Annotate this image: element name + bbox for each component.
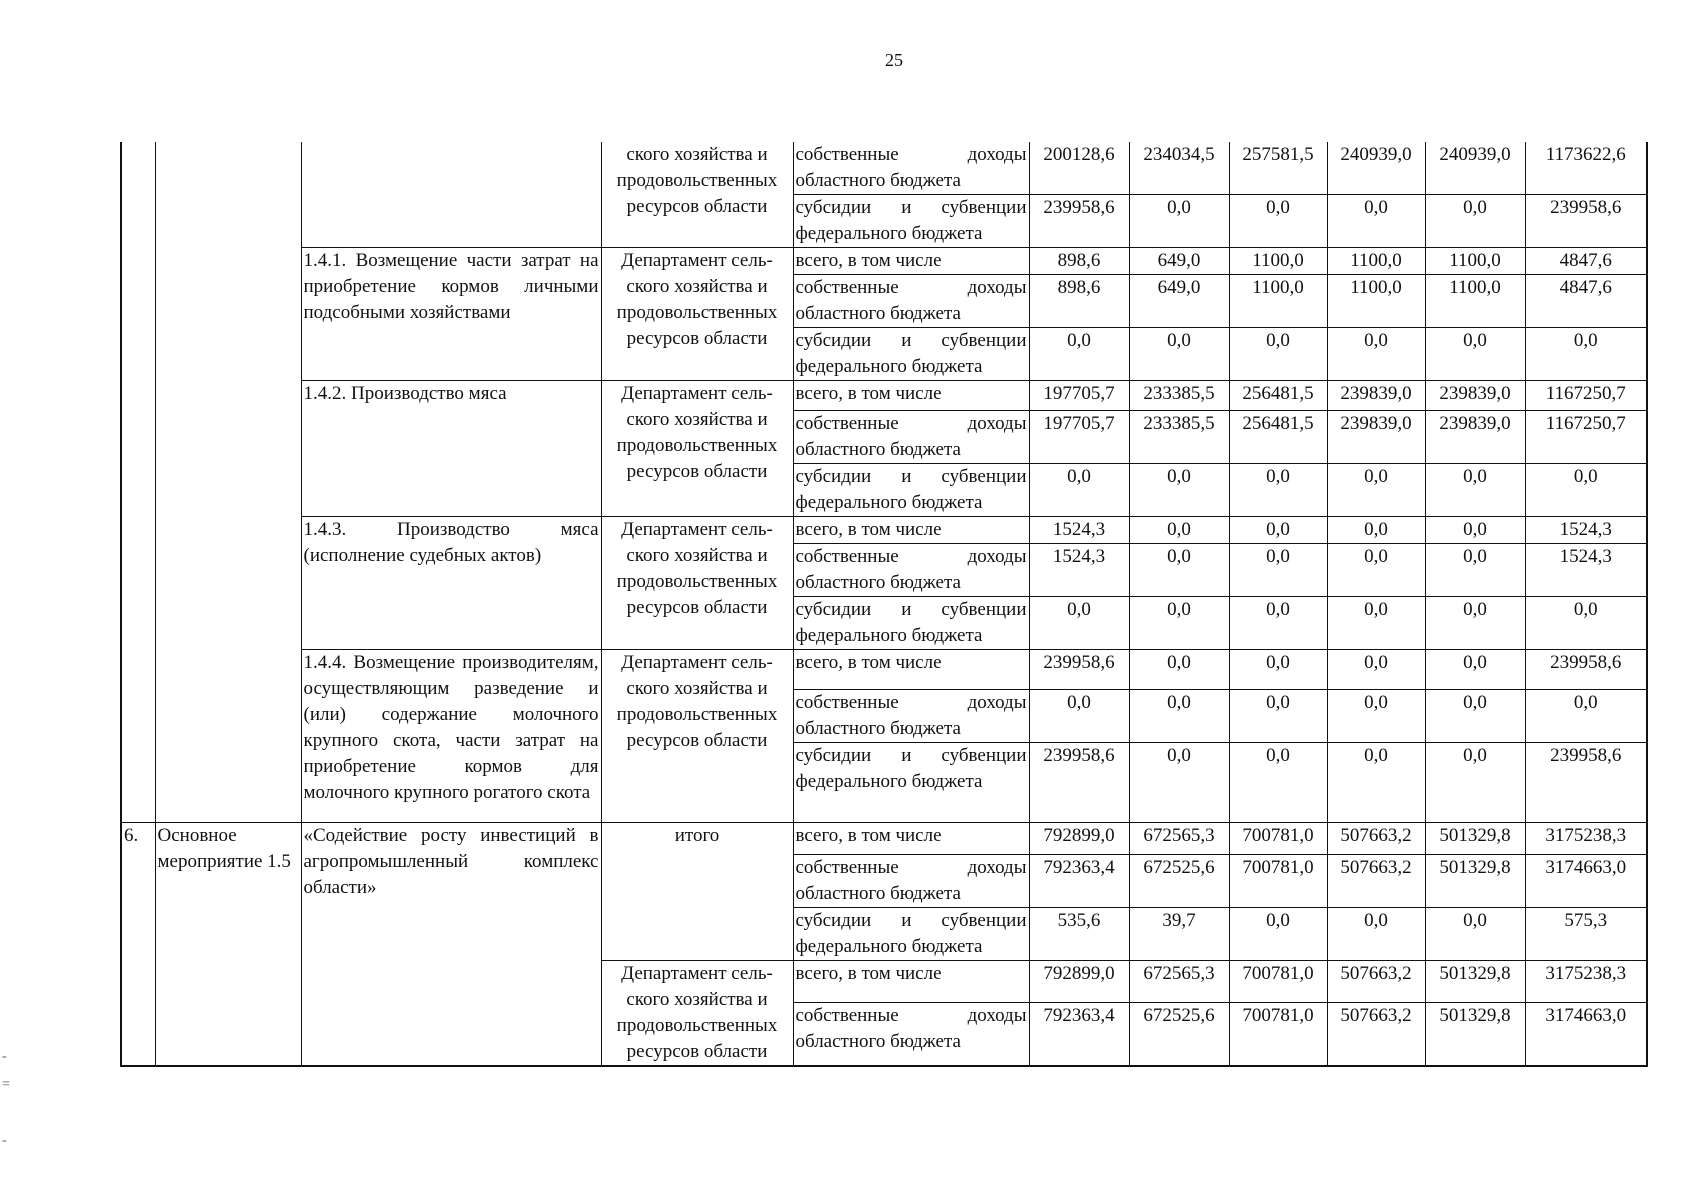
source-cell: субсидии и субвенции федерального бюджета: [793, 597, 1029, 650]
value-cell: 1100,0: [1229, 248, 1327, 275]
measure-name: 1.4.1. Возмещение части затрат на приобретение кормов личными подсобными хозяйствами: [301, 248, 601, 381]
value-cell: 0,0: [1129, 597, 1229, 650]
value-cell: 0,0: [1129, 195, 1229, 248]
value-cell: 0,0: [1129, 464, 1229, 517]
value-cell: 239958,6: [1525, 195, 1647, 248]
value-cell: 501329,8: [1425, 1003, 1525, 1066]
source-cell: собственные доходы областного бюджета: [793, 411, 1029, 464]
value-cell: 0,0: [1029, 328, 1129, 381]
source-cell: собственные доходы областного бюджета: [793, 1003, 1029, 1066]
value-cell: 3174663,0: [1525, 1003, 1647, 1066]
value-cell: 0,0: [1525, 464, 1647, 517]
value-cell: 1100,0: [1425, 248, 1525, 275]
value-cell: 672525,6: [1129, 855, 1229, 908]
value-cell: 1524,3: [1525, 517, 1647, 544]
value-cell: 0,0: [1327, 650, 1425, 690]
value-cell: 0,0: [1425, 908, 1525, 961]
value-cell: 1524,3: [1029, 517, 1129, 544]
source-cell: субсидии и субвенции федерального бюджета: [793, 195, 1029, 248]
value-cell: 0,0: [1229, 195, 1327, 248]
value-cell: 0,0: [1425, 195, 1525, 248]
value-cell: 3175238,3: [1525, 823, 1647, 855]
value-cell: 4847,6: [1525, 275, 1647, 328]
executor-cell: Департамент сель- ского хозяйства и продовольственных ресурсов области: [601, 381, 793, 517]
value-cell: 0,0: [1229, 743, 1327, 823]
source-cell: собственные доходы областного бюджета: [793, 544, 1029, 597]
value-cell: 0,0: [1129, 650, 1229, 690]
value-cell: 672565,3: [1129, 823, 1229, 855]
table-row: [121, 823, 1647, 855]
table-row: [121, 650, 1647, 690]
value-cell: 240939,0: [1425, 142, 1525, 195]
value-cell: 0,0: [1525, 597, 1647, 650]
value-cell: 239958,6: [1029, 650, 1129, 690]
value-cell: 256481,5: [1229, 381, 1327, 411]
value-cell: 0,0: [1327, 464, 1425, 517]
measure-name: 1.4.3. Производство мяса (исполнение судебных актов): [301, 517, 601, 650]
value-cell: 197705,7: [1029, 411, 1129, 464]
measure-name: 1.4.4. Возмещение производителям, осуществляющим разведение и (или) содержание молочного крупного скота, части затрат на приобретение кормов для молочного крупного рогатого скота: [301, 650, 601, 823]
value-cell: 0,0: [1327, 328, 1425, 381]
table-row: [121, 517, 1647, 544]
executor-cell: ского хозяйства и продовольственных ресурсов области: [601, 142, 793, 248]
value-cell: 239839,0: [1425, 381, 1525, 411]
value-cell: 792363,4: [1029, 855, 1129, 908]
executor-cell: Департамент сель- ского хозяйства и продовольственных ресурсов области: [601, 961, 793, 1067]
value-cell: 1524,3: [1029, 544, 1129, 597]
value-cell: 239839,0: [1327, 381, 1425, 411]
value-cell: 898,6: [1029, 275, 1129, 328]
source-cell: субсидии и субвенции федерального бюджета: [793, 464, 1029, 517]
source-cell: собственные доходы областного бюджета: [793, 275, 1029, 328]
value-cell: 0,0: [1129, 517, 1229, 544]
executor-cell: итого: [601, 823, 793, 961]
value-cell: 0,0: [1229, 464, 1327, 517]
source-cell: всего, в том числе: [793, 517, 1029, 544]
value-cell: 3174663,0: [1525, 855, 1647, 908]
value-cell: 700781,0: [1229, 823, 1327, 855]
value-cell: 0,0: [1425, 517, 1525, 544]
value-cell: 0,0: [1229, 690, 1327, 743]
value-cell: 0,0: [1327, 743, 1425, 823]
value-cell: 1100,0: [1327, 275, 1425, 328]
value-cell: 0,0: [1229, 650, 1327, 690]
value-cell: 672565,3: [1129, 961, 1229, 1003]
value-cell: 0,0: [1327, 195, 1425, 248]
value-cell: 0,0: [1029, 690, 1129, 743]
table-row: [121, 142, 1647, 195]
value-cell: 507663,2: [1327, 961, 1425, 1003]
value-cell: 0,0: [1029, 597, 1129, 650]
value-cell: 0,0: [1229, 908, 1327, 961]
item-kind: Основное мероприятие 1.5: [155, 823, 301, 1067]
value-cell: 3175238,3: [1525, 961, 1647, 1003]
value-cell: 239958,6: [1029, 195, 1129, 248]
table-row: [121, 248, 1647, 275]
value-cell: 0,0: [1327, 544, 1425, 597]
value-cell: 507663,2: [1327, 1003, 1425, 1066]
value-cell: 0,0: [1425, 544, 1525, 597]
value-cell: 257581,5: [1229, 142, 1327, 195]
value-cell: 0,0: [1229, 597, 1327, 650]
value-cell: 672525,6: [1129, 1003, 1229, 1066]
value-cell: 0,0: [1129, 690, 1229, 743]
kind-col-cont: [155, 142, 301, 823]
item-number: 6.: [121, 823, 155, 1067]
value-cell: 233385,5: [1129, 381, 1229, 411]
value-cell: 0,0: [1327, 690, 1425, 743]
source-cell: собственные доходы областного бюджета: [793, 690, 1029, 743]
value-cell: 0,0: [1525, 328, 1647, 381]
source-cell: всего, в том числе: [793, 248, 1029, 275]
value-cell: 1100,0: [1425, 275, 1525, 328]
value-cell: 0,0: [1029, 464, 1129, 517]
value-cell: 239839,0: [1327, 411, 1425, 464]
value-cell: 0,0: [1327, 908, 1425, 961]
value-cell: 792899,0: [1029, 823, 1129, 855]
executor-cell: Департамент сель- ского хозяйства и продовольственных ресурсов области: [601, 248, 793, 381]
value-cell: 898,6: [1029, 248, 1129, 275]
value-cell: 501329,8: [1425, 823, 1525, 855]
value-cell: 0,0: [1229, 544, 1327, 597]
value-cell: 575,3: [1525, 908, 1647, 961]
page-number: 25: [885, 50, 903, 70]
value-cell: 0,0: [1425, 597, 1525, 650]
source-cell: субсидии и субвенции федерального бюджета: [793, 328, 1029, 381]
value-cell: 234034,5: [1129, 142, 1229, 195]
value-cell: 0,0: [1229, 517, 1327, 544]
value-cell: 239958,6: [1029, 743, 1129, 823]
value-cell: 792899,0: [1029, 961, 1129, 1003]
value-cell: 1167250,7: [1525, 411, 1647, 464]
value-cell: 649,0: [1129, 248, 1229, 275]
value-cell: 233385,5: [1129, 411, 1229, 464]
value-cell: 700781,0: [1229, 855, 1327, 908]
value-cell: 0,0: [1129, 544, 1229, 597]
value-cell: 239958,6: [1525, 650, 1647, 690]
executor-cell: Департамент сель- ского хозяйства и продовольственных ресурсов области: [601, 517, 793, 650]
margin-marks: - = -: [2, 1049, 10, 1148]
value-cell: 501329,8: [1425, 855, 1525, 908]
value-cell: 1167250,7: [1525, 381, 1647, 411]
value-cell: 256481,5: [1229, 411, 1327, 464]
value-cell: 240939,0: [1327, 142, 1425, 195]
budget-table: [120, 142, 1648, 1067]
value-cell: 0,0: [1425, 328, 1525, 381]
value-cell: 39,7: [1129, 908, 1229, 961]
source-cell: собственные доходы областного бюджета: [793, 142, 1029, 195]
source-cell: всего, в том числе: [793, 650, 1029, 690]
value-cell: 1100,0: [1229, 275, 1327, 328]
value-cell: 197705,7: [1029, 381, 1129, 411]
value-cell: 200128,6: [1029, 142, 1129, 195]
value-cell: 792363,4: [1029, 1003, 1129, 1066]
num-col-cont: [121, 142, 155, 823]
source-cell: собственные доходы областного бюджета: [793, 855, 1029, 908]
source-cell: всего, в том числе: [793, 823, 1029, 855]
value-cell: 0,0: [1425, 650, 1525, 690]
value-cell: 1100,0: [1327, 248, 1425, 275]
value-cell: 700781,0: [1229, 961, 1327, 1003]
value-cell: 0,0: [1129, 328, 1229, 381]
name-col-cont: [301, 142, 601, 248]
value-cell: 0,0: [1425, 743, 1525, 823]
value-cell: 0,0: [1327, 517, 1425, 544]
value-cell: 1524,3: [1525, 544, 1647, 597]
table-row: [121, 381, 1647, 411]
value-cell: 649,0: [1129, 275, 1229, 328]
source-cell: субсидии и субвенции федерального бюджета: [793, 743, 1029, 823]
value-cell: 0,0: [1129, 743, 1229, 823]
value-cell: 0,0: [1425, 464, 1525, 517]
value-cell: 0,0: [1229, 328, 1327, 381]
value-cell: 1173622,6: [1525, 142, 1647, 195]
value-cell: 0,0: [1525, 690, 1647, 743]
executor-cell: Департамент сель- ского хозяйства и продовольственных ресурсов области: [601, 650, 793, 823]
source-cell: субсидии и субвенции федерального бюджета: [793, 908, 1029, 961]
measure-name: 1.4.2. Производство мяса: [301, 381, 601, 517]
value-cell: 239958,6: [1525, 743, 1647, 823]
value-cell: 4847,6: [1525, 248, 1647, 275]
value-cell: 507663,2: [1327, 855, 1425, 908]
value-cell: 700781,0: [1229, 1003, 1327, 1066]
source-cell: всего, в том числе: [793, 381, 1029, 411]
value-cell: 501329,8: [1425, 961, 1525, 1003]
value-cell: 535,6: [1029, 908, 1129, 961]
value-cell: 0,0: [1425, 690, 1525, 743]
source-cell: всего, в том числе: [793, 961, 1029, 1003]
value-cell: 239839,0: [1425, 411, 1525, 464]
value-cell: 0,0: [1327, 597, 1425, 650]
value-cell: 507663,2: [1327, 823, 1425, 855]
measure-name: «Содействие росту инвестиций в агропромышленный комплекс области»: [301, 823, 601, 1067]
